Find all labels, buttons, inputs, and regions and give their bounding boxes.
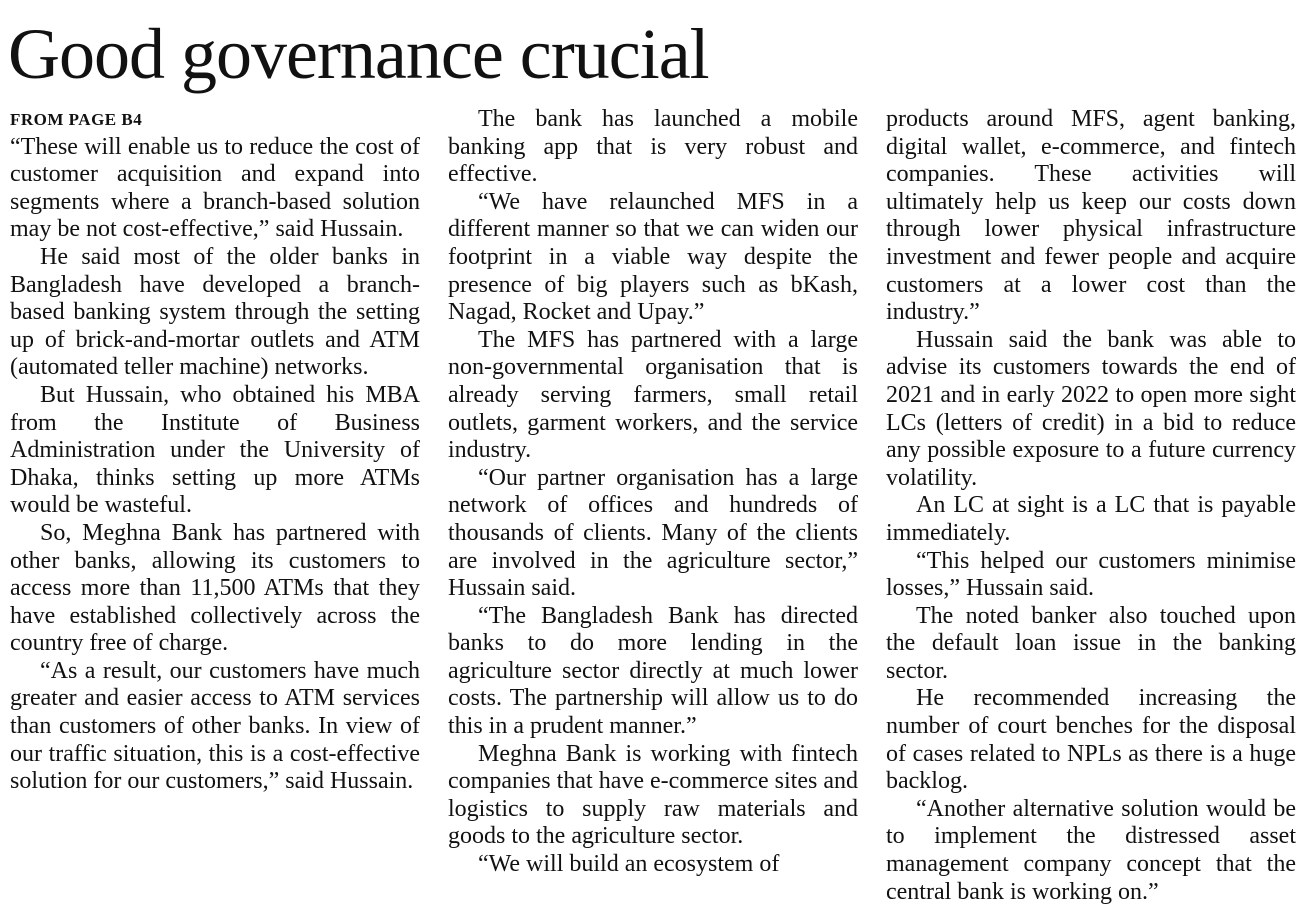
article-column-2 <box>448 106 858 906</box>
paragraph: The MFS has partnered with a large non-governmental organisation that is already serving farmers, small retail outlets, garment workers, and the service industry. <box>448 326 858 464</box>
paragraph: The bank has launched a mobile banking app that is very robust and effective. <box>448 106 858 188</box>
paragraph: The noted banker also touched upon the default loan issue in the banking sector. <box>886 602 1296 684</box>
paragraph: He said most of the older banks in Bangladesh have developed a branch-based banking system through the setting up of brick-and-mortar outlets and ATM (automated teller machine) networks. <box>10 243 420 381</box>
paragraph: “We will build an ecosystem of <box>478 851 780 878</box>
article-column-3 <box>886 106 1296 906</box>
paragraph: “These will enable us to reduce the cost of customer acquisition and expand into segments where a branch-based solution may be not cost-effective,” said Hussain. <box>10 133 420 243</box>
paragraph: “This helped our customers minimise losses,” Hussain said. <box>886 547 1296 602</box>
continuation-kicker: FROM PAGE B4 <box>10 110 143 129</box>
paragraph: “Our partner organisation has a large network of offices and hundreds of thousands of clients. Many of the clients are involved in the agriculture sector,” Hussain said. <box>448 464 858 602</box>
paragraph: products around MFS, agent banking, digital wallet, e-commerce, and fintech companies. These activities will ultimately help us keep our costs down through lower physical infrastructure investment and fewer people and acquire customers at a lower cost than the industry.” <box>886 106 1296 326</box>
paragraph: “Another alternative solution would be to implement the distressed asset management company concept that the central bank is working on.” <box>886 795 1296 905</box>
paragraph: He recommended increasing the number of court benches for the disposal of cases related to NPLs as there is a huge backlog. <box>886 685 1296 795</box>
paragraph: Meghna Bank is working with fintech companies that have e-commerce sites and logistics to supply raw materials and goods to the agriculture sector. <box>448 740 858 850</box>
article-column-1 <box>10 106 420 906</box>
paragraph: “As a result, our customers have much greater and easier access to ATM services than customers of other banks. In view of our traffic situation, this is a cost-effective solution for our customers,” said Hussain. <box>10 657 420 795</box>
paragraph: But Hussain, who obtained his MBA from the Institute of Business Administration under the University of Dhaka, thinks setting up more ATMs would be wasteful. <box>10 381 420 519</box>
paragraph: “The Bangladesh Bank has directed banks to do more lending in the agriculture sector directly at much lower costs. The partnership will allow us to do this in a prudent manner.” <box>448 602 858 740</box>
paragraph: An LC at sight is a LC that is payable immediately. <box>886 492 1296 546</box>
paragraph: So, Meghna Bank has partnered with other banks, allowing its customers to access more than 11,500 ATMs that they have established collectively across the country free of charge. <box>10 519 420 657</box>
headline: Good governance crucial <box>8 14 709 94</box>
paragraph: Hussain said the bank was able to advise its customers towards the end of 2021 and in early 2022 to open more sight LCs (letters of credit) in a bid to reduce any possible exposure to a future currency volatility. <box>886 326 1296 491</box>
paragraph: “We have relaunched MFS in a different manner so that we can widen our footprint in a viable way despite the presence of big players such as bKash, Nagad, Rocket and Upay.” <box>448 188 858 326</box>
